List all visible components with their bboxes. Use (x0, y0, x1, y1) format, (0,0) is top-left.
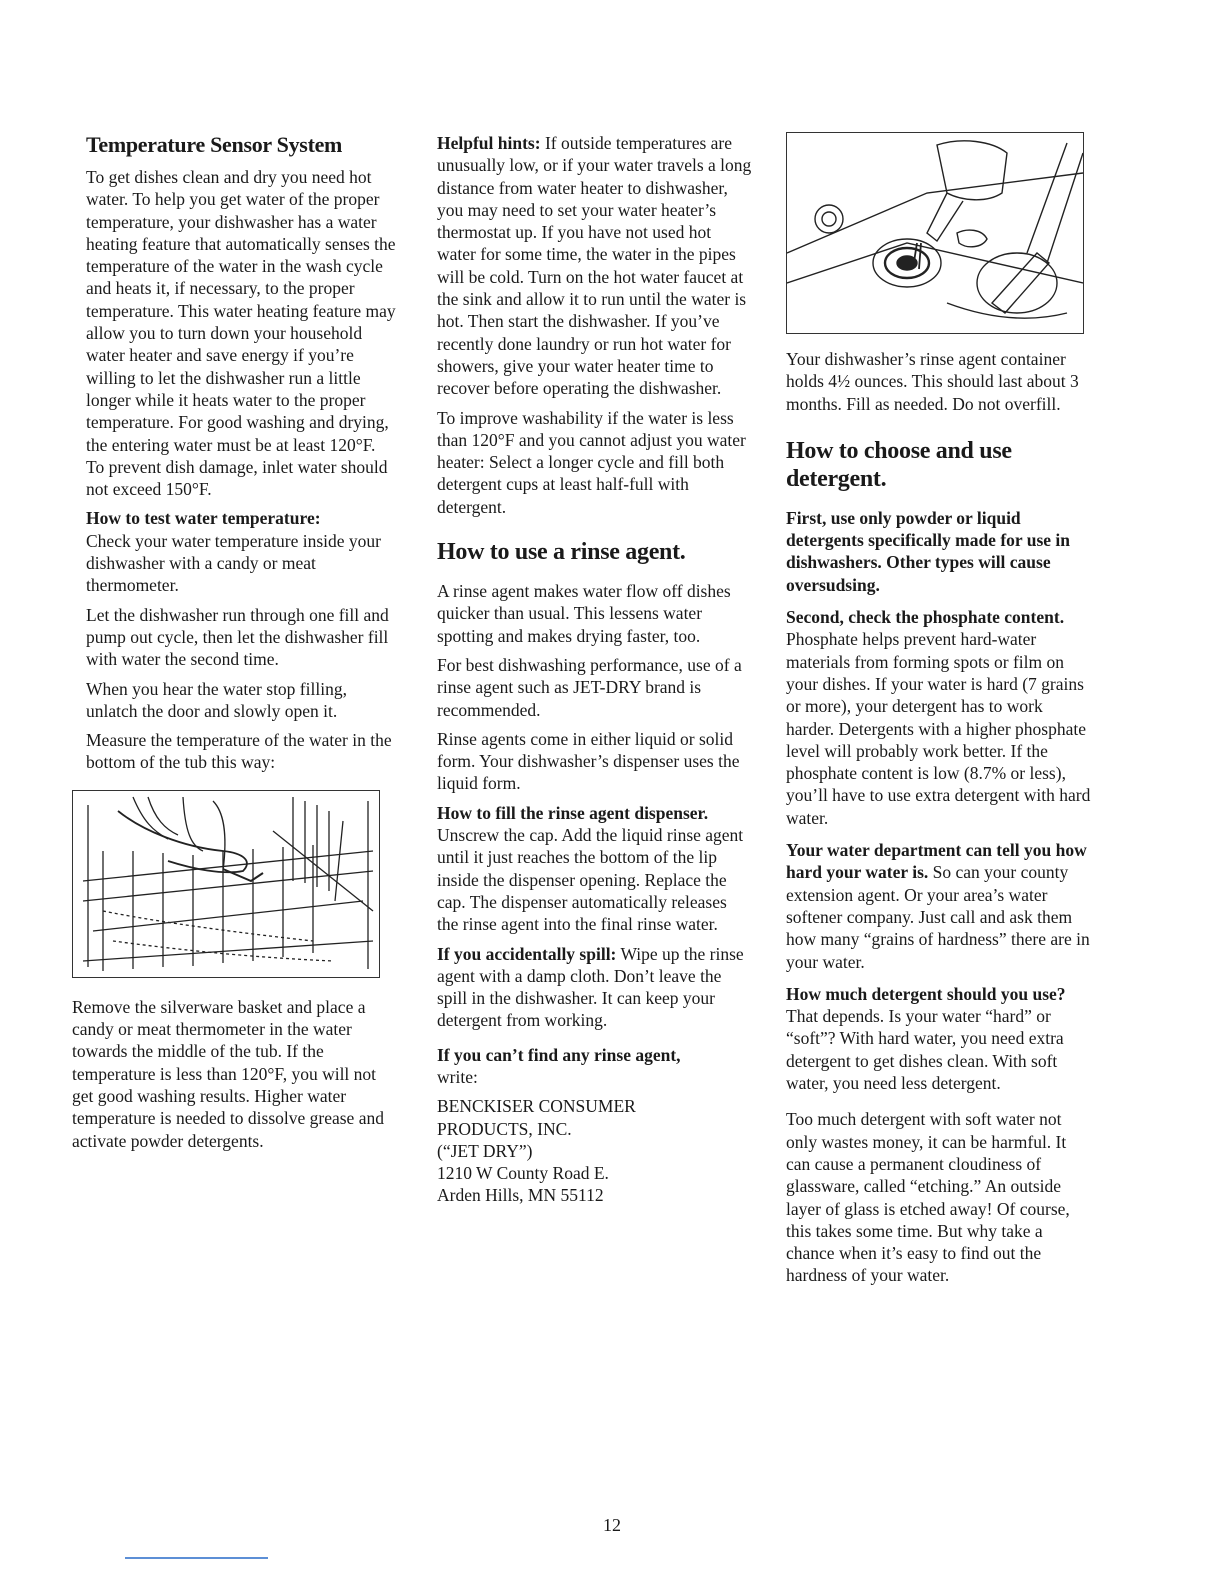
dishwasher-rack-drawing (73, 791, 379, 977)
how-much-paragraph (786, 983, 1091, 1094)
step-measure-paragraph: Measure the temperature of the water in the bottom of the tub this way: (86, 730, 392, 773)
rinse-agent-heading: How to use a rinse agent. (437, 539, 686, 566)
address-line: 1210 W County Road E. (437, 1163, 609, 1184)
step-open-paragraph: When you hear the water stop filling, unlatch the door and slowly open it. (86, 678, 347, 721)
fill-dispenser-lead: How to fill the rinse agent dispenser. (437, 802, 709, 823)
helpful-hints-lead: Helpful hints: (437, 133, 541, 153)
cant-find-lead: If you can’t find any rinse agent, (437, 1044, 681, 1065)
fill-dispenser-text: Unscrew the cap. Add the liquid rinse agent until it just reaches the bottom of the lip inside the dispenser opening. Replace the cap. The dispenser automatically releases the rinse agent into the final rinse water. (437, 825, 744, 935)
water-department-lead: Your water department can tell you how hard your water is. (786, 840, 1087, 883)
fill-dispenser-paragraph (437, 802, 752, 936)
rinse-agent-paragraph-1: A rinse agent makes water flow off dishes quicker than usual. This lessens water spotting and makes drying faster, too. (437, 581, 731, 646)
column-temperature-sensor (72, 132, 396, 1159)
too-much-detergent-paragraph: Too much detergent with soft water not only wastes money, it can be harmful. It can cause a permanent cloudiness of glassware, called “etching.” An outside layer of glass is etched away! Of course, this takes some time. But why take a chance when it’s easy to find out the hardness of your water. (786, 1109, 1070, 1286)
address-line: (“JET DRY”) (437, 1140, 533, 1161)
phosphate-text: Phosphate helps prevent hard-water materials from forming spots or film on your dishes. If your water is hard (7 grains or more), your detergent has to work harder. Detergents with a higher phosphate level will probably work better. If the phosphate content is low (8.7% or less), you’ll have to use extra detergent with hard water. (786, 629, 1091, 828)
manufacturer-address (437, 1095, 752, 1206)
spill-text: Wipe up the rinse agent with a damp cloth. Don’t leave the spill in the dishwasher. It can keep your detergent from working. (437, 943, 744, 1031)
thermometer-illustration (72, 790, 380, 978)
helpful-hints-text: If outside temperatures are unusually low, or if your water travels a long distance from water heater to dishwasher, you may need to set your water heater’s thermostat up. If you have not used hot water for some time, the water in the pipes will be cold. Turn on the hot water faucet at the sink and allow it to run until the water is hot. Then start the dishwasher. If you’ve recently done laundry or run hot water for showers, give your water heater time to recover before operating the dishwasher. (437, 133, 752, 399)
address-line: BENCKISER CONSUMER (437, 1096, 636, 1117)
detergent-heading: How to choose and use detergent. (786, 437, 1012, 492)
washability-paragraph: To improve washability if the water is less than 120°F and you cannot adjust you water heater: Select a longer cycle and fill both detergent cups at least half-full with detergent. (437, 407, 746, 517)
spill-lead: If you accidentally spill: (437, 943, 617, 964)
cant-find-text: write: (437, 1066, 478, 1087)
rinse-capacity-caption: Your dishwasher’s rinse agent container holds 4½ ounces. This should last about 3 months. Fill as needed. Do not overfill. (786, 349, 1079, 414)
rinse-agent-paragraph-3: Rinse agents come in either liquid or solid form. Your dishwasher’s dispenser uses the liquid form. (437, 728, 740, 794)
column-rinse-agent (437, 132, 752, 1207)
thermometer-instructions-paragraph: Remove the silverware basket and place a candy or meat thermometer in the water towards the middle of the tub. If the temperature is less than 120°F, you will not get good washing results. Higher water temperature is needed to dissolve grease and activate powder detergents. (72, 996, 384, 1151)
test-temperature-text: Check your water temperature inside your dishwasher with a candy or meat thermometer. (86, 530, 381, 596)
rinse-agent-paragraph-2: For best dishwashing performance, use of a rinse agent such as JET-DRY brand is recommended. (437, 654, 742, 720)
phosphate-paragraph (786, 606, 1091, 829)
helpful-hints-paragraph (437, 132, 752, 400)
water-department-text: So can your county extension agent. Or your area’s water softener company. Just call and ask them how many “grains of hardness” there are in your water. (786, 862, 1090, 972)
cant-find-paragraph (437, 1044, 752, 1089)
column-detergent (786, 132, 1091, 1294)
rinse-dispenser-illustration (786, 132, 1084, 334)
first-detergent-paragraph: First, use only powder or liquid detergents specifically made for use in dishwashers. Other types will cause oversudsing. (786, 507, 1071, 595)
how-much-text: That depends. Is your water “hard” or “soft”? With hard water, you need extra detergent to get dishes clean. With soft water, you need less detergent. (786, 1006, 1064, 1094)
rinse-dispenser-drawing (787, 133, 1083, 333)
address-line: PRODUCTS, INC. (437, 1118, 572, 1139)
address-line: Arden Hills, MN 55112 (437, 1185, 604, 1206)
water-department-paragraph (786, 839, 1091, 973)
how-much-lead: How much detergent should you use? (786, 983, 1066, 1004)
footer-divider (125, 1557, 268, 1559)
page-number: 12 (603, 1515, 621, 1535)
temperature-intro-paragraph: To get dishes clean and dry you need hot water. To help you get water of the proper temperature, your dishwasher has a water heating feature that automatically senses the temperature of the water in the wash cycle and heats it, if necessary, to the proper temperature. This water heating feature may allow you to turn down your household water heater and save energy if you’re willing to let the dishwasher run a little longer while it heats water to the proper temperature. For good washing and drying, the entering water must be at least 120°F. To prevent dish damage, inlet water should not exceed 150°F. (86, 167, 396, 500)
temperature-sensor-heading: Temperature Sensor System (86, 132, 343, 157)
test-temperature-lead: How to test water temperature: (86, 508, 321, 529)
phosphate-lead: Second, check the phosphate content. (786, 607, 1065, 628)
spill-paragraph (437, 943, 752, 1032)
test-temperature-paragraph (86, 507, 396, 596)
step-run-paragraph: Let the dishwasher run through one fill and pump out cycle, then let the dishwasher fill with water the second time. (86, 604, 389, 670)
